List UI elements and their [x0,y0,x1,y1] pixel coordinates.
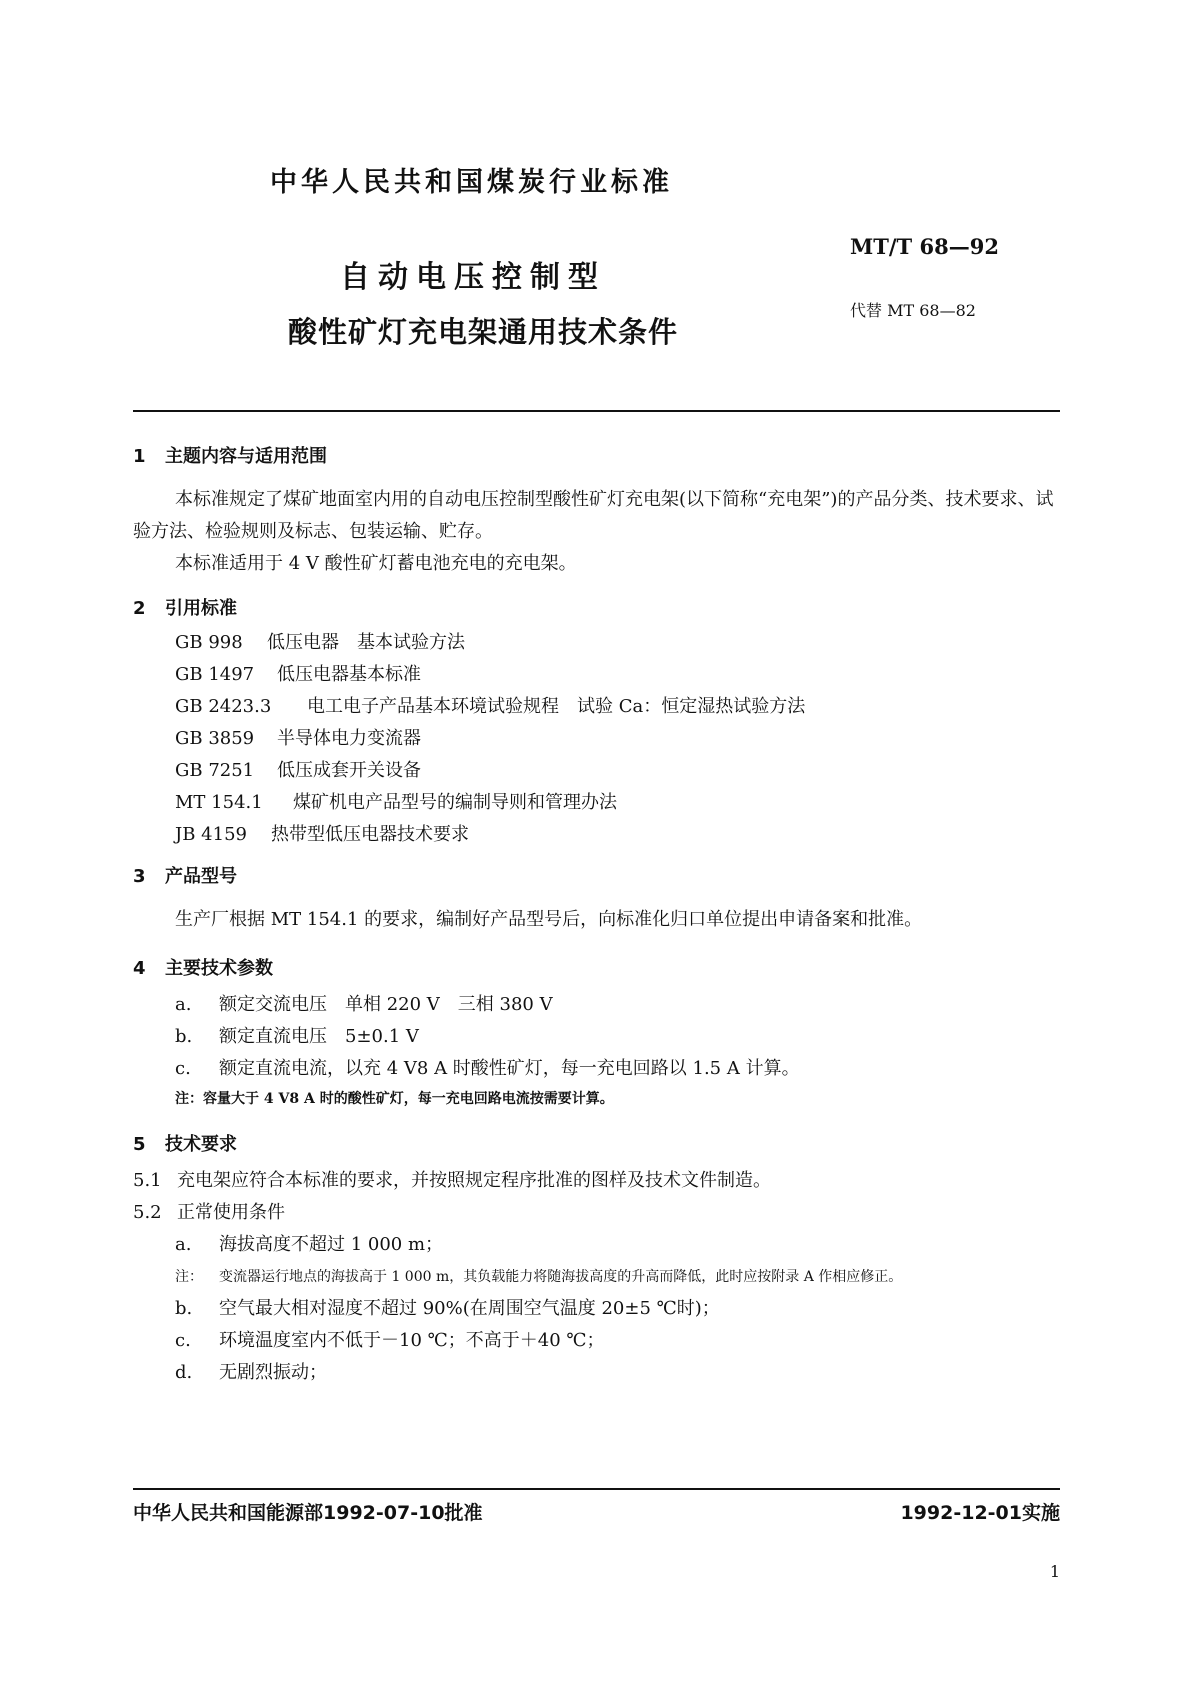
section-1-body [133,484,1060,580]
condition-item [175,1230,443,1256]
section-number: 1 [133,446,146,467]
reference-name: 低压电器 基本试验方法 [267,632,465,653]
replaces-standard: 代替 MT 68—82 [850,301,976,320]
paragraph: 本标准适用于 4 V 酸性矿灯蓄电池充电的充电架。 [175,553,577,574]
effective-date: 1992-12-01实施 [900,1502,1060,1524]
section-title: 主题内容与适用范围 [165,446,327,467]
paragraph: 生产厂根据 MT 154.1 的要求，编制好产品型号后，向标准化归口单位提出申请备案和批准。 [175,909,923,930]
reference-code: GB 998 [175,632,243,653]
section-3-heading [133,862,237,888]
section-number: 4 [133,958,146,979]
reference-code: GB 3859 [175,728,255,749]
clause-5-1 [133,1166,771,1192]
reference-item [175,628,465,654]
reference-code: MT 154.1 [175,792,263,813]
approval-date: 中华人民共和国能源部1992-07-10批准 [133,1502,483,1524]
reference-name: 电工电子产品基本环境试验规程 试验 Ca：恒定湿热试验方法 [307,696,806,717]
condition-note [175,1266,902,1286]
reference-item [175,724,421,750]
item-text: 额定直流电流，以充 4 V8 A 时酸性矿灯，每一充电回路以 1.5 A 计算。 [219,1058,800,1079]
reference-code: GB 7251 [175,760,255,781]
section-2-heading [133,594,237,620]
item-text: 额定直流电压 5±0.1 V [219,1026,419,1047]
header-divider [133,410,1060,412]
section-title: 技术要求 [165,1134,237,1155]
industry-standard-heading: 中华人民共和国煤炭行业标准 [270,167,673,198]
item-mark: c. [175,1058,191,1079]
section-title: 引用标准 [165,598,237,619]
footer-divider [133,1488,1060,1490]
clause-text: 正常使用条件 [177,1202,285,1223]
section-number: 5 [133,1134,146,1155]
section-3-body [133,904,1060,936]
reference-name: 半导体电力变流器 [277,728,421,749]
page-number: 1 [1049,1562,1060,1581]
item-text: 额定交流电压 单相 220 V 三相 380 V [219,994,553,1015]
item-mark: c. [175,1330,191,1351]
reference-code: JB 4159 [175,824,247,845]
clause-text: 充电架应符合本标准的要求，并按照规定程序批准的图样及技术文件制造。 [177,1170,771,1191]
section-4-heading [133,954,273,980]
clause-number: 5.2 [133,1202,162,1223]
reference-name: 煤矿机电产品型号的编制导则和管理办法 [293,792,617,813]
item-text: 海拔高度不超过 1 000 m； [219,1234,444,1255]
note-text: 变流器运行地点的海拔高于 1 000 m，其负载能力将随海拔高度的升高而降低，此时应按附录 A 作相应修正。 [219,1269,903,1285]
condition-item [175,1326,605,1352]
note-mark: 注： [175,1269,203,1285]
reference-item [175,660,421,686]
item-mark: a. [175,1234,192,1255]
reference-name: 热带型低压电器技术要求 [271,824,469,845]
reference-item [175,820,469,846]
parameter-item [175,1022,419,1048]
item-text: 环境温度室内不低于－10 ℃；不高于＋40 ℃； [219,1330,605,1351]
document-title-line2: 酸性矿灯充电架通用技术条件 [288,315,679,349]
section-5-heading [133,1130,237,1156]
item-text: 空气最大相对湿度不超过 90%(在周围空气温度 20±5 ℃时)； [219,1298,720,1319]
standard-code: MT/T 68—92 [850,234,999,259]
section-title: 产品型号 [165,866,237,887]
reference-code: GB 1497 [175,664,255,685]
section-1-heading [133,442,327,468]
clause-5-2 [133,1198,285,1224]
reference-name: 低压成套开关设备 [277,760,421,781]
reference-code: GB 2423.3 [175,696,272,717]
condition-item [175,1294,720,1320]
item-mark: b. [175,1026,193,1047]
section-number: 2 [133,598,146,619]
reference-item [175,692,805,718]
document-title-line1: 自动电压控制型 [340,260,606,295]
paragraph: 本标准规定了煤矿地面室内用的自动电压控制型酸性矿灯充电架(以下简称“充电架”)的产品分类、技术要求、试验方法、检验规则及标志、包装运输、贮存。 [133,489,1054,542]
parameter-item [175,990,553,1016]
condition-item [175,1358,327,1384]
reference-item [175,756,421,782]
item-mark: a. [175,994,192,1015]
item-text: 无剧烈振动； [219,1362,327,1383]
section-number: 3 [133,866,146,887]
clause-number: 5.1 [133,1170,162,1191]
section-4-note: 注：容量大于 4 V8 A 时的酸性矿灯，每一充电回路电流按需要计算。 [175,1091,614,1107]
parameter-item [175,1054,800,1080]
item-mark: b. [175,1298,193,1319]
section-title: 主要技术参数 [165,958,273,979]
reference-item [175,788,617,814]
reference-name: 低压电器基本标准 [277,664,421,685]
item-mark: d. [175,1362,193,1383]
